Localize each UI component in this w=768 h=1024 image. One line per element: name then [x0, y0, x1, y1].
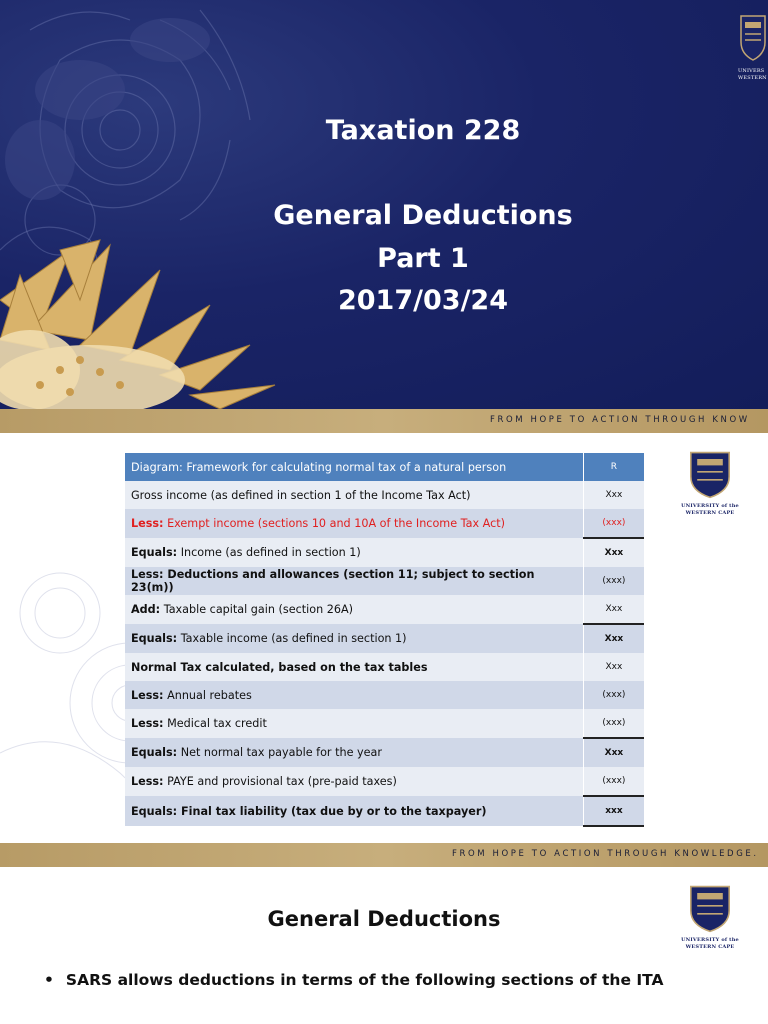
part-title: Part 1: [377, 243, 469, 274]
crest-icon: [686, 451, 734, 499]
title-slide: [0, 0, 768, 433]
row-description: Equals: Taxable income (as defined in section 1): [125, 624, 583, 653]
general-deductions-slide: [0, 867, 768, 1024]
motto-band: [0, 409, 768, 433]
table-row: [125, 481, 644, 509]
row-value: (xxx): [583, 567, 644, 595]
row-description: Less: Deductions and allowances (section 11; subject to section 23(m)): [125, 567, 583, 595]
row-description: Equals: Final tax liability (tax due by or to the taxpayer): [125, 796, 583, 826]
logo-text-line2: WESTERN CAPE: [685, 944, 735, 950]
table-row: [125, 681, 644, 709]
framework-slide: [0, 433, 768, 867]
row-description: Normal Tax calculated, based on the tax tables: [125, 653, 583, 681]
table-row: [125, 796, 644, 826]
bullet-text: SARS allows deductions in terms of the following sections of the ITA: [65, 971, 664, 989]
date-title: 2017/03/24: [337, 285, 508, 316]
course-title: Taxation 228: [325, 115, 521, 146]
motto-text: FROM HOPE TO ACTION THROUGH KNOW: [490, 415, 750, 425]
row-description: Equals: Income (as defined in section 1): [125, 538, 583, 567]
row-description: Less: PAYE and provisional tax (pre-paid taxes): [125, 767, 583, 796]
row-description: Equals: Net normal tax payable for the year: [125, 738, 583, 767]
row-value: xxx: [583, 796, 644, 826]
header-value: R: [583, 453, 644, 481]
motto-text: FROM HOPE TO ACTION THROUGH KNOWLEDGE.: [452, 849, 759, 859]
logo-text-line1: UNIVERSITY of the: [681, 503, 739, 509]
row-description: Gross income (as defined in section 1 of the Income Tax Act): [125, 481, 583, 509]
university-logo: [738, 14, 768, 82]
table-row: [125, 767, 644, 796]
tax-framework-table: [125, 453, 644, 827]
table-row: [125, 595, 644, 624]
row-value: Xxx: [583, 595, 644, 624]
table-row: [125, 509, 644, 538]
crest-icon: [686, 885, 734, 933]
bullet-item: [44, 971, 663, 989]
row-description: Less: Exempt income (sections 10 and 10A of the Income Tax Act): [125, 509, 583, 538]
row-value: (xxx): [583, 767, 644, 796]
bullet-icon: •: [44, 971, 54, 989]
logo-text-line1: UNIVERS: [738, 68, 765, 74]
table-row: [125, 538, 644, 567]
university-logo: [678, 451, 742, 517]
row-description: Add: Taxable capital gain (section 26A): [125, 595, 583, 624]
slide-title: General Deductions: [267, 907, 501, 931]
row-value: (xxx): [583, 681, 644, 709]
row-value: Xxx: [583, 624, 644, 653]
table-row: [125, 738, 644, 767]
topic-title: General Deductions: [273, 200, 573, 231]
row-description: Less: Annual rebates: [125, 681, 583, 709]
table-row: [125, 653, 644, 681]
row-value: (xxx): [583, 509, 644, 538]
crest-icon: [738, 14, 768, 64]
logo-text-line1: UNIVERSITY of the: [681, 937, 739, 943]
logo-text-line2: WESTERN CAPE: [685, 510, 735, 516]
table-row: [125, 567, 644, 595]
table-row: [125, 624, 644, 653]
university-logo: [678, 885, 742, 951]
row-description: Less: Medical tax credit: [125, 709, 583, 738]
table-row: [125, 709, 644, 738]
table-header-row: [125, 453, 644, 481]
row-value: Xxx: [583, 538, 644, 567]
row-value: (xxx): [583, 709, 644, 738]
row-value: Xxx: [583, 653, 644, 681]
motto-band: [0, 843, 768, 867]
row-value: Xxx: [583, 481, 644, 509]
logo-text-line2: WESTERN: [738, 75, 767, 81]
row-value: Xxx: [583, 738, 644, 767]
header-description: Diagram: Framework for calculating normal tax of a natural person: [125, 453, 583, 481]
